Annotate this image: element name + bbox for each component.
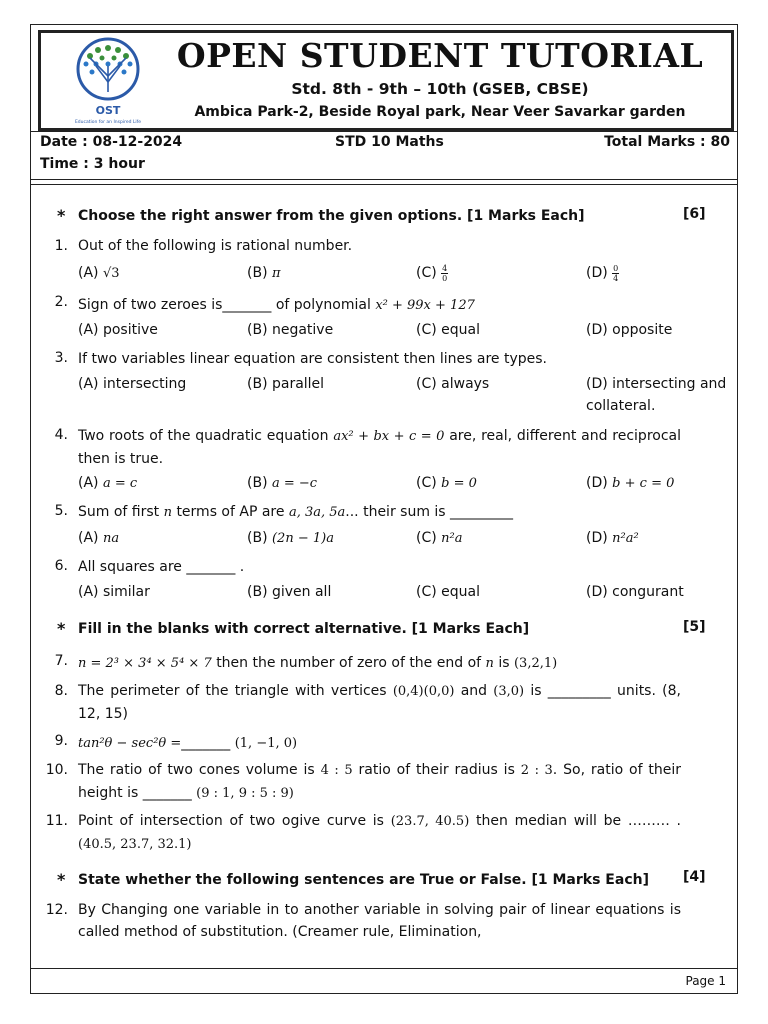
option-a: (A) intersecting xyxy=(78,376,187,392)
question-text: The perimeter of the triangle with vertices (0,4)(0,0) and (3,0) is _________ units. (8, 12, 15) xyxy=(78,683,681,722)
option-a: (A) similar xyxy=(78,584,150,600)
option-d: (D) intersecting and collateral. xyxy=(586,376,727,414)
option-b: (B) π xyxy=(247,265,281,281)
divider xyxy=(30,131,738,132)
question-number: 8. xyxy=(54,683,68,699)
question-number: 5. xyxy=(54,503,68,519)
exam-date: Date : 08-12-2024 xyxy=(40,134,183,150)
page-number: Page 1 xyxy=(685,974,726,988)
question-text: Sign of two zeroes is_______ of polynomial x² + 99x + 127 xyxy=(78,297,475,313)
option-c: (C) $\frac{4}{0}$ xyxy=(416,263,448,283)
option-d: (D) n²a² xyxy=(586,530,639,546)
section-marks: [6] xyxy=(683,206,706,222)
divider xyxy=(30,968,738,969)
question-number: 6. xyxy=(54,558,68,574)
question-text: By Changing one variable in to another variable in solving pair of linear equations is called method of substitution. (Creamer rule, Elimination, xyxy=(78,902,681,940)
option-d: (D) congurant xyxy=(586,584,684,600)
address: Ambica Park-2, Beside Royal park, Near Veer Savarkar garden xyxy=(194,104,686,120)
ost-logo xyxy=(68,36,148,126)
option-d: (D) opposite xyxy=(586,322,673,338)
question-number: 2. xyxy=(54,294,68,310)
section-title: Choose the right answer from the given options. [1 Marks Each] xyxy=(78,208,585,224)
question-text: n = 2³ × 3⁴ × 5⁴ × 7 then the number of zero of the end of n is (3,2,1) xyxy=(78,655,558,671)
option-d: (D) b + c = 0 xyxy=(586,475,675,491)
option-b: (B) negative xyxy=(247,322,334,338)
question-number: 9. xyxy=(54,733,68,749)
option-c: (C) n²a xyxy=(416,530,463,546)
option-a: (A) √3 xyxy=(78,265,120,281)
question-number: 12. xyxy=(45,902,68,918)
option-b: (B) given all xyxy=(247,584,332,600)
section-title: Fill in the blanks with correct alternative. [1 Marks Each] xyxy=(78,621,530,637)
section-bullet: * xyxy=(57,619,66,638)
section-bullet: * xyxy=(57,870,66,889)
subtitle: Std. 8th - 9th – 10th (GSEB, CBSE) xyxy=(291,80,589,98)
question-text: Out of the following is rational number. xyxy=(78,238,353,254)
option-b: (B) a = −c xyxy=(247,475,318,491)
total-marks: Total Marks : 80 xyxy=(604,134,730,150)
option-c: (C) b = 0 xyxy=(416,475,477,491)
option-c: (C) always xyxy=(416,376,490,392)
divider xyxy=(30,184,738,185)
question-number: 11. xyxy=(45,813,68,829)
logo-text: OST xyxy=(95,104,121,117)
question-text: tan²θ − sec²θ =_______ (1, −1, 0) xyxy=(78,735,298,751)
section-marks: [5] xyxy=(683,619,706,635)
option-a: (A) na xyxy=(78,530,120,546)
question-text: If two variables linear equation are consistent then lines are types. xyxy=(78,351,547,367)
exam-subject: STD 10 Maths xyxy=(335,134,444,150)
page-title: OPEN STUDENT TUTORIAL xyxy=(176,36,704,75)
option-b: (B) (2n − 1)a xyxy=(247,530,334,546)
exam-time: Time : 3 hour xyxy=(40,156,145,172)
question-text: Point of intersection of two ogive curve is (23.7, 40.5) then median will be ……… . (40.5, 23.7, 32.1) xyxy=(78,813,681,852)
logo-tagline: Education for an Inspired Life xyxy=(74,120,142,125)
option-d: (D) $\frac{0}{4}$ xyxy=(586,263,619,283)
option-a: (A) positive xyxy=(78,322,158,338)
divider xyxy=(30,179,738,180)
question-text: All squares are _______ . xyxy=(78,559,245,575)
question-text: Sum of first n terms of AP are a, 3a, 5a... their sum is _________ xyxy=(78,504,514,520)
option-a: (A) a = c xyxy=(78,475,138,491)
question-number: 7. xyxy=(54,653,68,669)
question-number: 3. xyxy=(54,350,68,366)
option-c: (C) equal xyxy=(416,584,480,600)
section-title: State whether the following sentences are True or False. [1 Marks Each] xyxy=(78,872,649,888)
question-number: 1. xyxy=(54,238,68,254)
question-number: 4. xyxy=(54,427,68,443)
question-text: The ratio of two cones volume is 4 : 5 ratio of their radius is 2 : 3. So, ratio of their height is _______ (9 : 1, 9 : 5 : 9) xyxy=(78,762,682,801)
section-marks: [4] xyxy=(683,869,706,885)
option-b: (B) parallel xyxy=(247,376,325,392)
section-bullet: * xyxy=(57,206,66,225)
question-number: 10. xyxy=(45,762,68,778)
option-c: (C) equal xyxy=(416,322,480,338)
question-text: Two roots of the quadratic equation ax² + bx + c = 0 are, real, different and reciprocal then is true. xyxy=(78,428,681,467)
